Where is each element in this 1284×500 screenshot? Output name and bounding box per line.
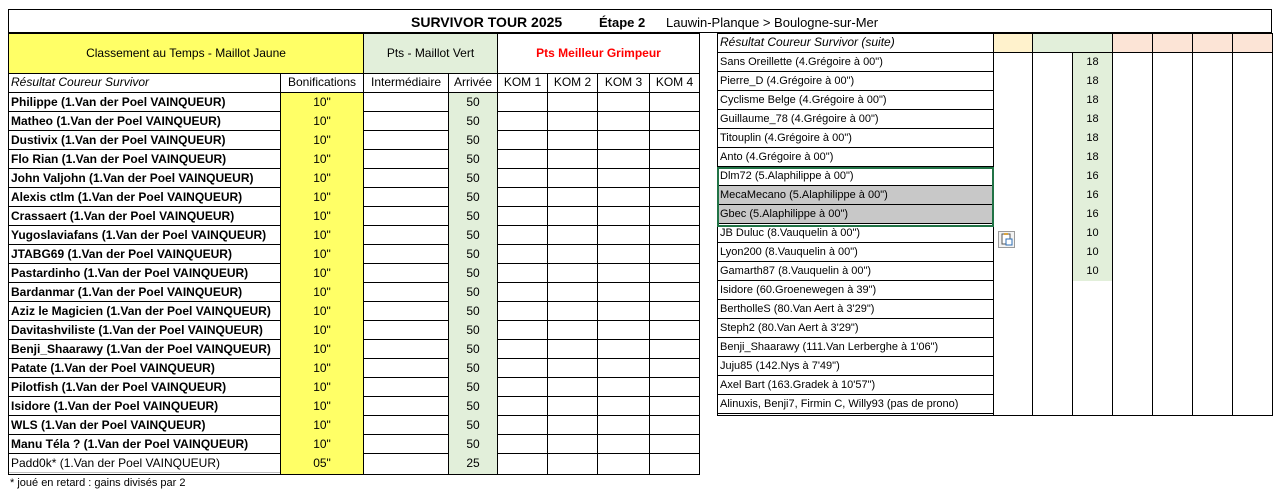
row-divider	[363, 415, 449, 416]
points-value	[1073, 300, 1112, 319]
arrival-value: 50	[466, 114, 480, 128]
arrival-value: 50	[466, 437, 480, 451]
points-value	[1073, 281, 1112, 300]
arrival-value: 50	[466, 304, 480, 318]
row-divider	[363, 168, 449, 169]
rider-name: Guillaume_78 (4.Grégoire à 00")	[718, 110, 993, 129]
bonus-value: 10"	[313, 95, 331, 109]
bonus-value: 10"	[313, 266, 331, 280]
points-value: 16	[1073, 205, 1112, 224]
rider-name: Patate (1.Van der Poel VAINQUEUR)	[9, 359, 280, 378]
rider-name: Alexis ctlm (1.Van der Poel VAINQUEUR)	[9, 188, 280, 207]
rider-name: JB Duluc (8.Vauquelin à 00")	[718, 224, 993, 243]
points-value	[1073, 338, 1112, 357]
rider-name: Dlm72 (5.Alaphilippe à 00")	[718, 167, 993, 186]
bonus-value: 10"	[313, 190, 331, 204]
rider-name: Matheo (1.Van der Poel VAINQUEUR)	[9, 112, 280, 131]
paste-options-icon[interactable]	[998, 231, 1015, 248]
col-kom3: KOM 3	[597, 73, 650, 93]
bonus-value: 10"	[313, 399, 331, 413]
rider-name: Bardanmar (1.Van der Poel VAINQUEUR)	[9, 283, 280, 302]
rider-name: Philippe (1.Van der Poel VAINQUEUR)	[9, 93, 280, 112]
right-header-peach-1	[1112, 33, 1153, 53]
points-value	[1073, 357, 1112, 376]
row-divider	[497, 453, 700, 454]
points-value	[1073, 376, 1112, 395]
row-divider	[497, 111, 700, 112]
row-divider	[363, 434, 449, 435]
arrival-value: 50	[466, 418, 480, 432]
row-divider	[363, 339, 449, 340]
row-divider	[497, 263, 700, 264]
row-divider	[363, 111, 449, 112]
selection-range[interactable]	[717, 167, 994, 227]
points-value: 10	[1073, 262, 1112, 281]
climber-header: Pts Meilleur Grimpeur	[497, 33, 700, 74]
rider-name: Crassaert (1.Van der Poel VAINQUEUR)	[9, 207, 280, 226]
col-arrival: Arrivée	[448, 73, 498, 93]
rider-name: Sans Oreillette (4.Grégoire à 00")	[718, 53, 993, 72]
arrival-value: 50	[466, 266, 480, 280]
rider-name: Steph2 (80.Van Aert à 3'29")	[718, 319, 993, 338]
row-divider	[363, 244, 449, 245]
rider-name: Davitashviliste (1.Van der Poel VAINQUEUR)	[9, 321, 280, 340]
points-value	[1073, 395, 1112, 414]
bonus-value: 10"	[313, 304, 331, 318]
rider-name: Anto (4.Grégoire à 00")	[718, 148, 993, 167]
rider-name: Flo Rian (1.Van der Poel VAINQUEUR)	[9, 150, 280, 169]
bonus-value: 05"	[313, 456, 331, 470]
points-value: 18	[1073, 110, 1112, 129]
bonus-value: 10"	[313, 133, 331, 147]
rider-name: Pierre_D (4.Grégoire à 00")	[718, 72, 993, 91]
points-value: 18	[1073, 53, 1112, 72]
row-divider	[363, 377, 449, 378]
points-value: 10	[1073, 224, 1112, 243]
bonus-value: 10"	[313, 380, 331, 394]
arrival-value: 50	[466, 95, 480, 109]
right-header-peach-4	[1232, 33, 1273, 53]
row-divider	[363, 320, 449, 321]
bonus-value: 10"	[313, 342, 331, 356]
arrival-value: 50	[466, 247, 480, 261]
rider-name: Manu Téla ? (1.Van der Poel VAINQUEUR)	[9, 435, 280, 454]
right-header-yellow	[993, 33, 1033, 53]
points-value: 18	[1073, 72, 1112, 91]
row-divider	[497, 149, 700, 150]
bonus-value: 10"	[313, 114, 331, 128]
bonus-value: 10"	[313, 247, 331, 261]
row-divider	[363, 282, 449, 283]
row-divider	[497, 339, 700, 340]
bonus-value: 10"	[313, 209, 331, 223]
rider-name: Benji_Shaarawy (111.Van Lerberghe à 1'06")	[718, 338, 993, 357]
rider-name: Axel Bart (163.Gradek à 10'57")	[718, 376, 993, 395]
right-header-green	[1032, 33, 1113, 53]
arrival-value: 50	[466, 323, 480, 337]
points-value	[1073, 319, 1112, 338]
points-value: 18	[1073, 129, 1112, 148]
rider-name: Alinuxis, Benji7, Firmin C, Willy93 (pas de prono)	[718, 395, 993, 414]
row-divider	[363, 149, 449, 150]
points-value: 18	[1073, 148, 1112, 167]
row-divider	[363, 130, 449, 131]
rider-name: Gamarth87 (8.Vauquelin à 00")	[718, 262, 993, 281]
row-divider	[497, 396, 700, 397]
row-divider	[497, 168, 700, 169]
bonus-value: 10"	[313, 323, 331, 337]
yellow-jersey-header: Classement au Temps - Maillot Jaune	[8, 33, 364, 74]
right-header-peach-3	[1192, 33, 1233, 53]
rider-name: John Valjohn (1.Van der Poel VAINQUEUR)	[9, 169, 280, 188]
rider-name: Juju85 (142.Nys à 7'49")	[718, 357, 993, 376]
arrival-value: 50	[466, 190, 480, 204]
bonus-value: 10"	[313, 285, 331, 299]
rider-name: MecaMecano (5.Alaphilippe à 00")	[718, 186, 993, 205]
points-value: 16	[1073, 186, 1112, 205]
title-bar	[8, 9, 1272, 33]
rider-name: Isidore (60.Groenewegen à 39")	[718, 281, 993, 300]
rider-name: BertholleS (80.Van Aert à 3'29")	[718, 300, 993, 319]
rider-name: Dustivix (1.Van der Poel VAINQUEUR)	[9, 131, 280, 150]
rider-name: Yugoslaviafans (1.Van der Poel VAINQUEUR)	[9, 226, 280, 245]
arrival-value: 50	[466, 399, 480, 413]
rider-name: Padd0k* (1.Van der Poel VAINQUEUR)	[9, 454, 280, 473]
bonus-value: 10"	[313, 437, 331, 451]
row-divider	[497, 130, 700, 131]
rider-name: Pilotfish (1.Van der Poel VAINQUEUR)	[9, 378, 280, 397]
page-title: SURVIVOR TOUR 2025	[411, 14, 563, 30]
row-divider	[497, 434, 700, 435]
bonus-value: 10"	[313, 228, 331, 242]
rider-name: Aziz le Magicien (1.Van der Poel VAINQUEUR)	[9, 302, 280, 321]
arrival-value: 50	[466, 342, 480, 356]
row-divider	[497, 187, 700, 188]
arrival-value: 50	[466, 171, 480, 185]
row-divider	[363, 225, 449, 226]
points-value: 16	[1073, 167, 1112, 186]
rider-name: Cyclisme Belge (4.Grégoire à 00")	[718, 91, 993, 110]
points-value: 18	[1073, 91, 1112, 110]
rider-name: Isidore (1.Van der Poel VAINQUEUR)	[9, 397, 280, 416]
bonus-value: 10"	[313, 152, 331, 166]
arrival-value: 25	[466, 456, 480, 470]
route-label: Lauwin-Planque > Boulogne-sur-Mer	[666, 15, 879, 30]
right-header: Résultat Coureur Survivor (suite)	[717, 33, 994, 53]
col-intermediate: Intermédiaire	[363, 73, 449, 93]
arrival-value: 50	[466, 361, 480, 375]
col-bonus: Bonifications	[280, 73, 364, 93]
footnote: * joué en retard : gains divisés par 2	[10, 477, 186, 489]
rider-name: Gbec (5.Alaphilippe à 00")	[718, 205, 993, 224]
row-divider	[363, 263, 449, 264]
arrival-value: 50	[466, 152, 480, 166]
right-header-peach-2	[1152, 33, 1193, 53]
arrival-value: 50	[466, 209, 480, 223]
rider-name: Benji_Shaarawy (1.Van der Poel VAINQUEUR)	[9, 340, 280, 359]
row-divider	[497, 206, 700, 207]
row-divider	[363, 358, 449, 359]
rider-name: Pastardinho (1.Van der Poel VAINQUEUR)	[9, 264, 280, 283]
row-divider	[497, 282, 700, 283]
row-divider	[363, 396, 449, 397]
arrival-value: 50	[466, 285, 480, 299]
col-result: Résultat Coureur Survivor	[8, 73, 281, 93]
rider-name: WLS (1.Van der Poel VAINQUEUR)	[9, 416, 280, 435]
green-jersey-header: Pts - Maillot Vert	[363, 33, 498, 74]
row-divider	[363, 187, 449, 188]
row-divider	[497, 225, 700, 226]
col-kom2: KOM 2	[547, 73, 598, 93]
row-divider	[363, 301, 449, 302]
row-divider	[497, 358, 700, 359]
row-divider	[363, 453, 449, 454]
row-divider	[497, 320, 700, 321]
bonus-value: 10"	[313, 171, 331, 185]
rider-name: Lyon200 (8.Vauquelin à 00")	[718, 243, 993, 262]
stage-label: Étape 2	[599, 15, 646, 30]
col-kom4: KOM 4	[649, 73, 700, 93]
arrival-value: 50	[466, 228, 480, 242]
bonus-value: 10"	[313, 361, 331, 375]
row-divider	[497, 301, 700, 302]
points-value: 10	[1073, 243, 1112, 262]
rider-name: JTABG69 (1.Van der Poel VAINQUEUR)	[9, 245, 280, 264]
row-divider	[363, 206, 449, 207]
row-divider	[497, 377, 700, 378]
bonus-value: 10"	[313, 418, 331, 432]
arrival-value: 50	[466, 133, 480, 147]
col-kom1: KOM 1	[497, 73, 548, 93]
arrival-value: 50	[466, 380, 480, 394]
row-divider	[497, 415, 700, 416]
row-divider	[497, 244, 700, 245]
rider-name: Titouplin (4.Grégoire à 00")	[718, 129, 993, 148]
